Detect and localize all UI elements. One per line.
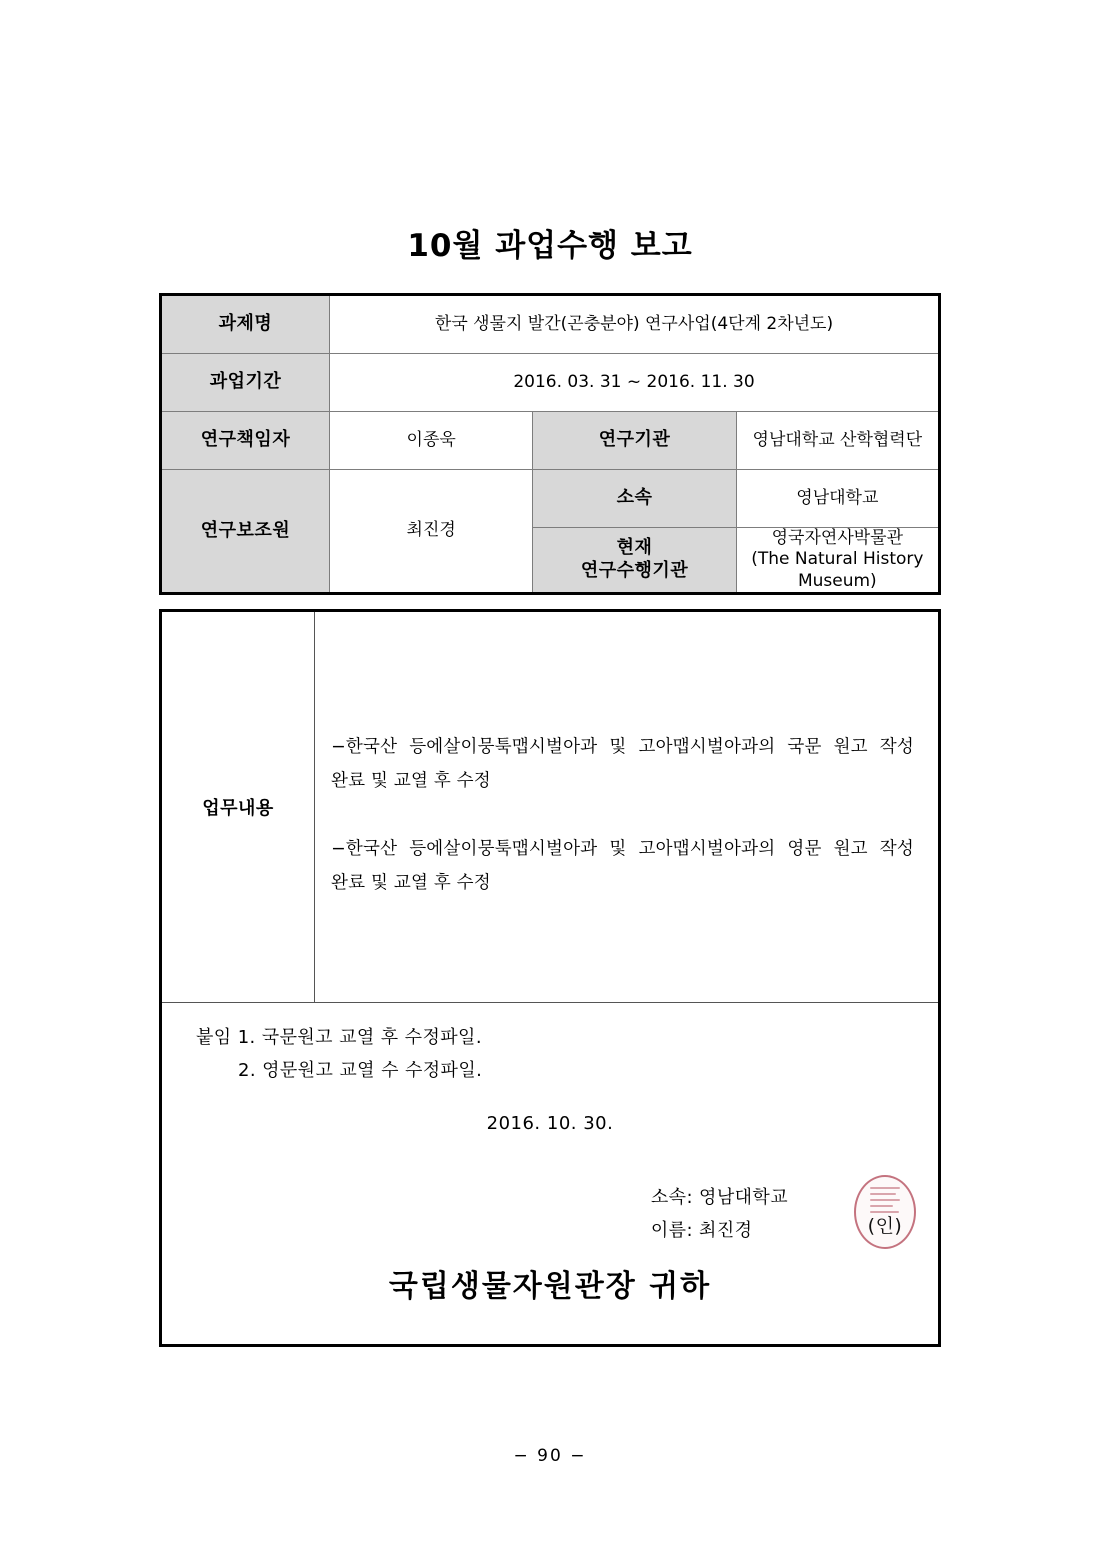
official-seal-stamp <box>854 1175 916 1249</box>
label-project-name: 과제명 <box>161 295 330 354</box>
label-affiliation: 소속 <box>533 470 736 528</box>
label-research-institute: 연구기관 <box>533 412 736 470</box>
report-body-box <box>159 609 941 1347</box>
project-info-table <box>159 293 941 595</box>
attachment-list <box>196 1021 482 1088</box>
value-project-period: 2016. 03. 31 ~ 2016. 11. 30 <box>330 354 940 412</box>
recipient-line: 국립생물자원관장 귀하 <box>388 1269 712 1304</box>
task-item-korean-manuscript: −한국산 등에살이뭉툭맵시벌아과 및 고아맵시벌아과의 국문 원고 작성 완료 및 교열 후 수정 <box>331 737 914 792</box>
value-research-assistant: 최진경 <box>330 470 533 594</box>
seal-label: (인) <box>867 1215 903 1237</box>
page-number: − 90 − <box>513 1446 587 1466</box>
value-principal-investigator: 이종욱 <box>330 412 533 470</box>
signer-affiliation: 소속: 영남대학교 <box>650 1187 788 1208</box>
value-project-name: 한국 생물지 발간(곤충분야) 연구사업(4단계 2차년도) <box>330 295 940 354</box>
label-current-host-institution <box>533 528 736 594</box>
signer-name: 이름: 최진경 <box>650 1220 753 1242</box>
attachment-item-2: 2. 영문원고 교열 수 수정파일. <box>238 1060 483 1082</box>
label-current-host-institution-line2: 연구수행기관 <box>580 559 689 581</box>
value-research-institute: 영남대학교 산학협력단 <box>736 412 939 470</box>
label-task-content: 업무내용 <box>162 612 315 1002</box>
table-row-research-assistant-affiliation <box>161 470 940 528</box>
attachment-item-1: 붙임 1. 국문원고 교열 후 수정파일. <box>196 1027 482 1048</box>
label-principal-investigator: 연구책임자 <box>161 412 330 470</box>
table-row-project-name <box>161 295 940 354</box>
label-current-host-institution-line1: 현재 <box>616 537 653 559</box>
value-current-host-institution-line1: 영국자연사박물관 <box>771 528 904 548</box>
value-current-host-institution <box>736 528 939 594</box>
table-row-principal-investigator <box>161 412 940 470</box>
signature-date: 2016. 10. 30. <box>486 1113 614 1134</box>
label-project-period: 과업기간 <box>161 354 330 412</box>
task-content-cell <box>315 612 938 1002</box>
task-item-english-manuscript: −한국산 등에살이뭉툭맵시벌아과 및 고아맵시벌아과의 영문 원고 작성 완료 및 교열 후 수정 <box>331 839 914 894</box>
table-row-project-period <box>161 354 940 412</box>
signer-block <box>651 1181 788 1248</box>
label-research-assistant: 연구보조원 <box>161 470 330 594</box>
task-content-row <box>162 612 938 1003</box>
page-title: 10월 과업수행 보고 <box>407 228 693 264</box>
value-affiliation: 영남대학교 <box>736 470 939 528</box>
closing-section <box>162 1003 938 1344</box>
value-current-host-institution-line2: (The Natural History Museum) <box>751 549 924 591</box>
